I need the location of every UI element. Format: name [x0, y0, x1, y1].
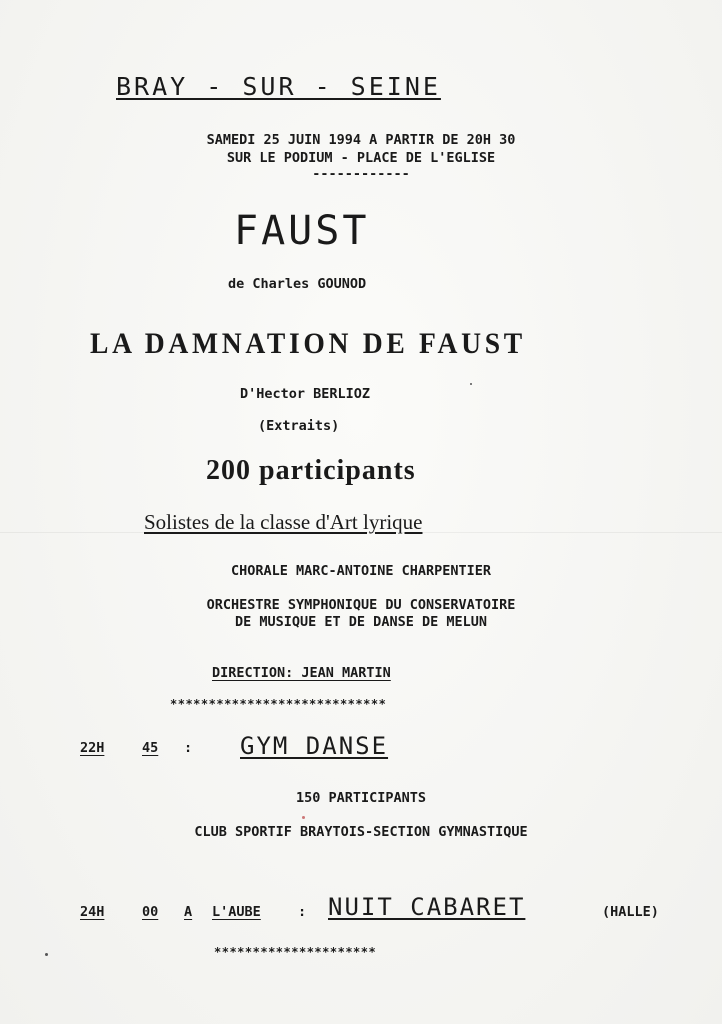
- gym-participants: 150 PARTICIPANTS: [295, 790, 427, 806]
- chorale-line: CHORALE MARC-ANTOINE CHARPENTIER: [230, 563, 492, 579]
- place-line: SUR LE PODIUM - PLACE DE L'EGLISE: [226, 150, 496, 166]
- separator-dashes: ------------: [312, 166, 410, 182]
- ink-speck: [302, 816, 305, 819]
- town-title: BRAY - SUR - SEINE: [116, 72, 441, 101]
- gym-hour: 22H: [80, 740, 105, 756]
- solistes-line: Solistes de la classe d'Art lyrique: [144, 510, 423, 534]
- cabaret-title: NUIT CABARET: [328, 893, 526, 921]
- cabaret-aube: L'AUBE: [212, 904, 261, 920]
- date-line: SAMEDI 25 JUIN 1994 A PARTIR DE 20H 30: [206, 132, 516, 148]
- gym-colon: :: [184, 740, 193, 756]
- cabaret-a: A: [184, 904, 193, 920]
- gym-club: CLUB SPORTIF BRAYTOIS-SECTION GYMNASTIQUE: [194, 824, 528, 840]
- ink-speck: [470, 383, 472, 385]
- cabaret-hour: 24H: [80, 904, 105, 920]
- orchestra-line-1: ORCHESTRE SYMPHONIQUE DU CONSERVATOIRE: [206, 597, 516, 613]
- gym-title: GYM DANSE: [240, 732, 389, 760]
- extraits-note: (Extraits): [258, 418, 340, 434]
- stars-separator: ****************************: [170, 697, 387, 711]
- stars-separator-bottom: *********************: [214, 945, 377, 959]
- damnation-author: D'Hector BERLIOZ: [240, 386, 371, 402]
- faust-author: de Charles GOUNOD: [228, 276, 367, 292]
- direction-line: DIRECTION: JEAN MARTIN: [212, 665, 391, 681]
- cabaret-minute: 00: [142, 904, 159, 920]
- ink-speck: [45, 953, 48, 956]
- orchestra-line-2: DE MUSIQUE ET DE DANSE DE MELUN: [235, 614, 487, 630]
- cabaret-colon: :: [298, 904, 307, 920]
- damnation-title: LA DAMNATION DE FAUST: [90, 327, 526, 360]
- faust-title: FAUST: [234, 208, 370, 254]
- participants-count: 200 participants: [206, 455, 416, 486]
- gym-minute: 45: [142, 740, 159, 756]
- cabaret-halle: (HALLE): [602, 904, 659, 920]
